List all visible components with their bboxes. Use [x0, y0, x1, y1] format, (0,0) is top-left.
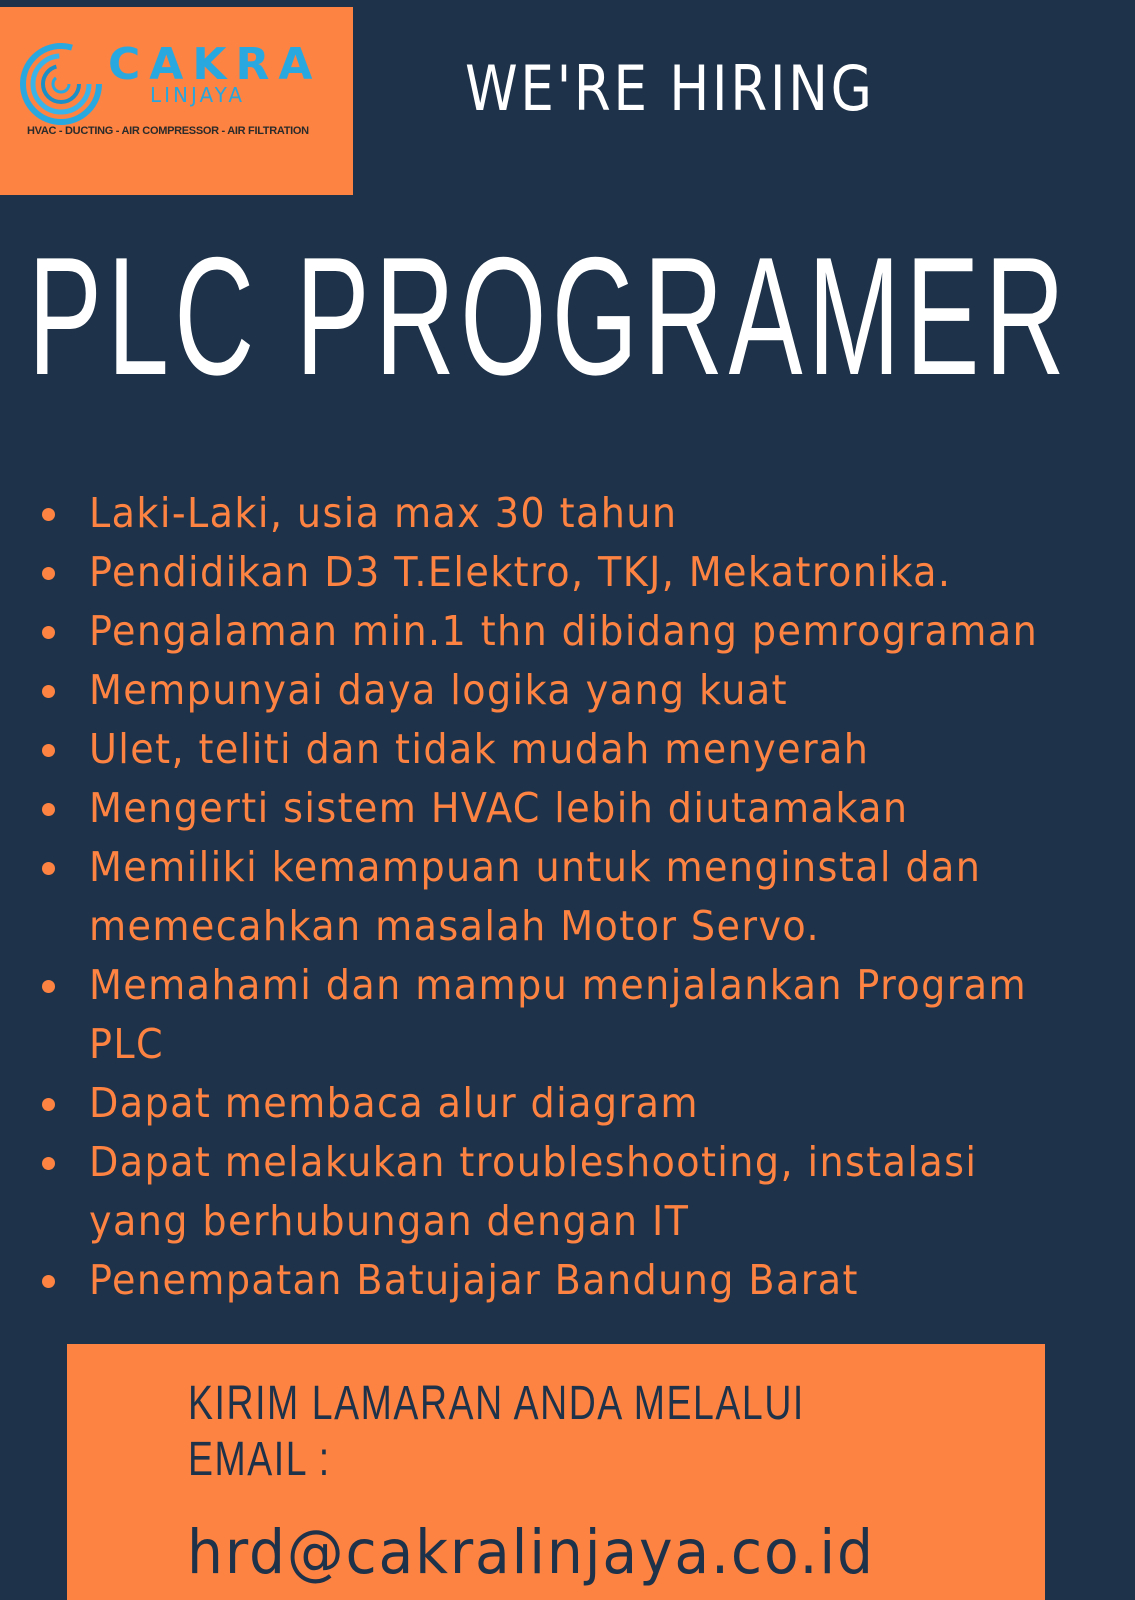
- logo-subname: LINJAYA: [150, 83, 246, 107]
- requirement-item: [42, 838, 1122, 956]
- requirement-text: Pendidikan D3 T.Elektro, TKJ, Mekatronika.: [89, 548, 952, 596]
- bullet-icon: [42, 685, 55, 698]
- requirement-item: [42, 484, 1122, 543]
- requirement-text: Memiliki kemampuan untuk menginstal dan: [89, 843, 982, 891]
- bullet-icon: [42, 508, 55, 521]
- requirement-text: Dapat melakukan troubleshooting, instalasi: [89, 1138, 978, 1186]
- requirement-item: [42, 543, 1122, 602]
- requirement-item: [42, 720, 1122, 779]
- bullet-icon: [42, 1157, 55, 1170]
- requirement-text: Laki-Laki, usia max 30 tahun: [89, 489, 678, 537]
- requirement-text: yang berhubungan dengan IT: [89, 1197, 690, 1245]
- contact-label-line1: KIRIM LAMARAN ANDA MELALUI: [188, 1377, 805, 1430]
- requirement-item: [42, 1074, 1122, 1133]
- requirement-text: Memahami dan mampu menjalankan Program: [89, 961, 1028, 1009]
- requirement-text: memecahkan masalah Motor Servo.: [89, 902, 820, 950]
- contact-label: [188, 1376, 805, 1488]
- logo-tagline: HVAC - DUCTING - AIR COMPRESSOR - AIR FILTRATION: [27, 125, 309, 137]
- requirement-item: [42, 779, 1122, 838]
- requirement-text: Pengalaman min.1 thn dibidang pemrograman: [89, 607, 1039, 655]
- requirement-item: [42, 956, 1122, 1074]
- requirement-text: Mempunyai daya logika yang kuat: [89, 666, 788, 714]
- job-title: PLC PROGRAMER: [28, 222, 1071, 410]
- contact-email[interactable]: hrd@cakralinjaya.co.id: [187, 1517, 875, 1588]
- requirement-text: Ulet, teliti dan tidak mudah menyerah: [89, 725, 870, 773]
- bullet-icon: [42, 980, 55, 993]
- requirement-text: Penempatan Batujajar Bandung Barat: [89, 1256, 859, 1304]
- requirement-item: [42, 1251, 1122, 1310]
- bullet-icon: [42, 626, 55, 639]
- requirement-item: [42, 1133, 1122, 1251]
- swirl-logo-icon: [20, 43, 102, 125]
- requirement-item: [42, 602, 1122, 661]
- company-logo: [0, 7, 353, 195]
- requirement-text: Dapat membaca alur diagram: [89, 1079, 699, 1127]
- bullet-icon: [42, 744, 55, 757]
- bullet-icon: [42, 1098, 55, 1111]
- requirement-item: [42, 661, 1122, 720]
- bullet-icon: [42, 1275, 55, 1288]
- bullet-icon: [42, 862, 55, 875]
- logo-name: CAKRA: [108, 39, 322, 90]
- bullet-icon: [42, 803, 55, 816]
- contact-label-line2: EMAIL :: [188, 1433, 331, 1486]
- requirement-text: PLC: [89, 1020, 165, 1068]
- bullet-icon: [42, 567, 55, 580]
- requirements-list: [42, 484, 1122, 1310]
- hiring-heading: WE'RE HIRING: [465, 52, 875, 125]
- contact-box: [67, 1344, 1045, 1600]
- requirement-text: Mengerti sistem HVAC lebih diutamakan: [89, 784, 909, 832]
